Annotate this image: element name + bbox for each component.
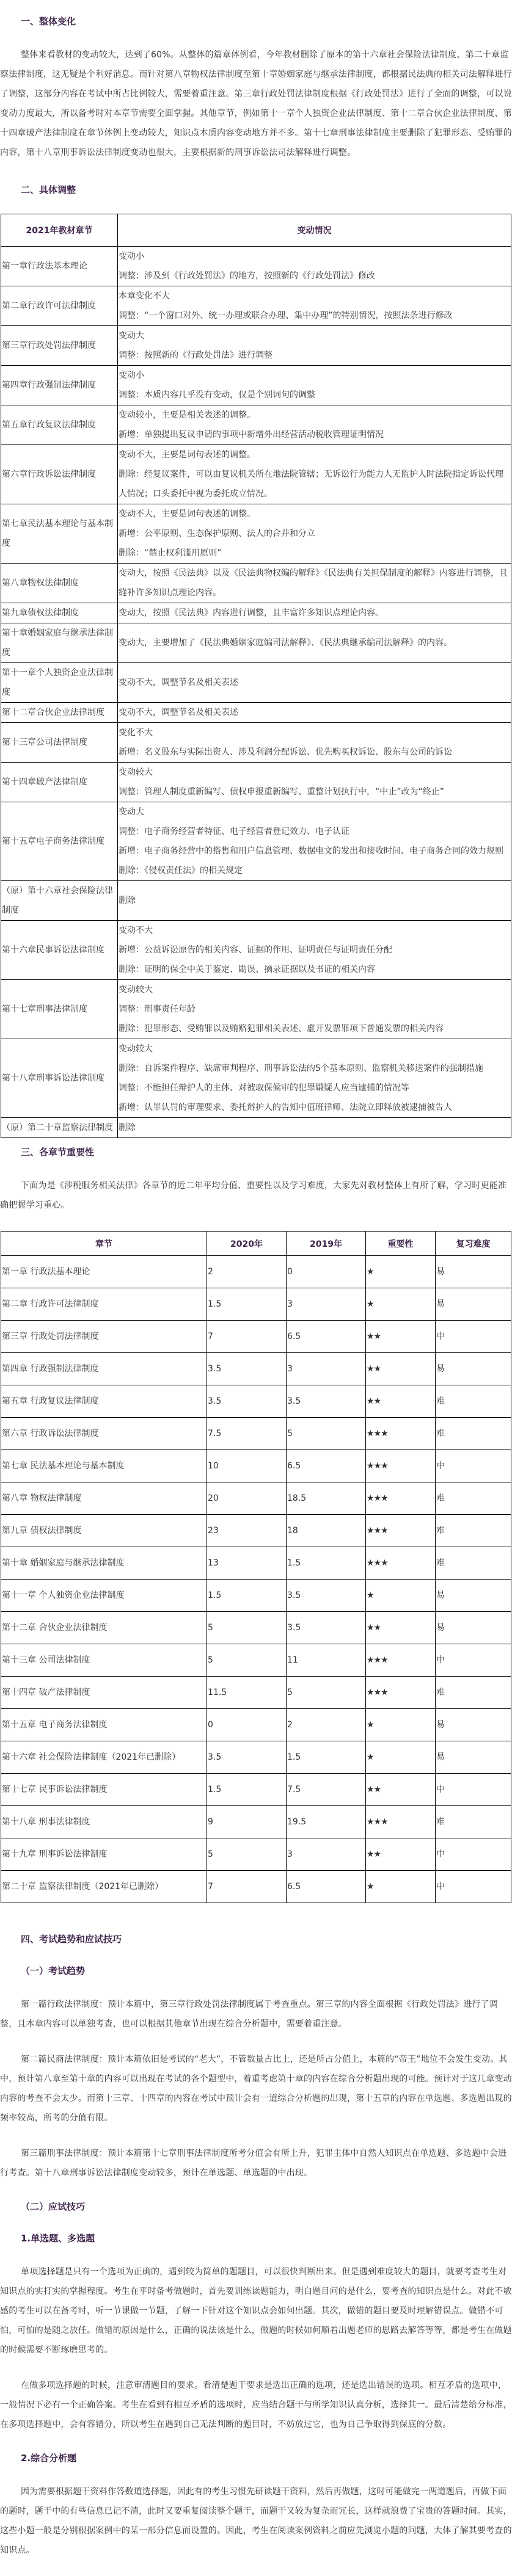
change-line: 变动不大，调整节名及相关表述 bbox=[119, 708, 238, 717]
table-header-row bbox=[1, 1232, 511, 1256]
chapter-cell: 第十四章 破产法律制度 bbox=[1, 1677, 207, 1709]
chapter-cell: 第十八章 刑事法律制度 bbox=[1, 1806, 207, 1838]
change-description-cell bbox=[118, 763, 511, 802]
table-row bbox=[1, 1580, 511, 1612]
trend-paragraph-administrative: 第一篇行政法律制度：预计本篇中，第三章行政处罚法律制度属于考查重点。第三章的内容全面根据《行政处罚法》进行了调整，且本章内容可以单独考查，也可以根据其他章节出现在综合分析题中，需要着重注意。 bbox=[0, 2000, 498, 2029]
table-row bbox=[1, 1871, 511, 1903]
change-description-cell bbox=[118, 921, 511, 980]
subheading-exam-skills: （二）应试技巧 bbox=[21, 2201, 86, 2212]
importance-stars-cell bbox=[366, 1871, 436, 1903]
star-rating-icon: ★★★ bbox=[367, 1429, 388, 1439]
importance-stars-cell bbox=[366, 1288, 436, 1321]
chapter-cell: 第十七章刑事法律制度 bbox=[1, 980, 118, 1039]
difficulty-cell: 难 bbox=[436, 1385, 511, 1418]
table-row bbox=[1, 405, 511, 445]
score-2020-cell: 7 bbox=[207, 1321, 287, 1353]
change-line: 变动不大，调整节名及相关表述 bbox=[119, 678, 238, 688]
chapter-cell: 第八章物权法律制度 bbox=[1, 564, 118, 603]
score-2019-cell: 3.5 bbox=[287, 1580, 366, 1612]
chapter-cell: 第十五章电子商务法律制度 bbox=[1, 802, 118, 881]
score-2019-cell: 3 bbox=[287, 1353, 366, 1385]
score-2020-cell: 5 bbox=[207, 1644, 287, 1677]
change-line: 变化不大 bbox=[119, 728, 153, 738]
star-rating-icon: ★★★ bbox=[367, 1655, 388, 1665]
star-rating-icon: ★★ bbox=[367, 1623, 381, 1633]
table-row bbox=[1, 980, 511, 1039]
importance-stars-cell bbox=[366, 1612, 436, 1644]
table-row bbox=[1, 1547, 511, 1580]
importance-stars-cell bbox=[366, 1515, 436, 1547]
table-row bbox=[1, 564, 511, 603]
score-2019-cell: 2 bbox=[287, 1709, 366, 1741]
score-2019-cell: 6.5 bbox=[287, 1321, 366, 1353]
score-2019-cell: 11 bbox=[287, 1644, 366, 1677]
change-description-cell bbox=[118, 1118, 511, 1138]
score-2020-cell: 3.5 bbox=[207, 1353, 287, 1385]
column-header-2019: 2019年 bbox=[287, 1232, 366, 1256]
score-2019-cell: 18.5 bbox=[287, 1482, 366, 1515]
change-description-cell bbox=[118, 802, 511, 881]
star-rating-icon: ★★★ bbox=[367, 1688, 388, 1697]
change-line: 变动不大，主要是词句表述的调整。 bbox=[119, 450, 255, 460]
difficulty-cell: 易 bbox=[436, 1612, 511, 1644]
chapter-cell: 第一章行政法基本理论 bbox=[1, 247, 118, 286]
chapter-cell: 第七章民法基本理论与基本制度 bbox=[1, 504, 118, 564]
table-row bbox=[1, 881, 511, 921]
chapter-cell: 第六章行政诉讼法律制度 bbox=[1, 445, 118, 504]
difficulty-cell: 难 bbox=[436, 1677, 511, 1709]
score-2019-cell: 0 bbox=[287, 1256, 366, 1288]
change-line: 调整：本质内容几乎没有变动，仅是个别词句的调整 bbox=[119, 390, 315, 400]
table-row bbox=[1, 703, 511, 723]
change-line: 变动大 bbox=[119, 807, 144, 817]
change-line: 新增：公益诉讼原告的相关内容、证据的作用、证明责任与证明责任分配 bbox=[119, 945, 392, 955]
table-row bbox=[1, 921, 511, 980]
chapter-cell: 第十二章合伙企业法律制度 bbox=[1, 703, 118, 723]
score-2020-cell: 11.5 bbox=[207, 1677, 287, 1709]
score-2019-cell: 3.5 bbox=[287, 1385, 366, 1418]
score-2019-cell: 6.5 bbox=[287, 1871, 366, 1903]
table-row bbox=[1, 286, 511, 326]
column-header-chapter: 章节 bbox=[1, 1232, 207, 1256]
change-line: 本章变化不大 bbox=[119, 291, 170, 301]
change-line: 删除：犯罪形态、受贿罪以及贿赂犯罪相关表述、虚开发票罪项下普通发票的相关内容 bbox=[119, 1024, 444, 1034]
star-rating-icon: ★★ bbox=[367, 1396, 381, 1406]
table-row bbox=[1, 366, 511, 405]
chapter-cell: 第九章 债权法律制度 bbox=[1, 1515, 207, 1547]
chapter-cell: 第十三章公司法律制度 bbox=[1, 723, 118, 763]
star-rating-icon: ★★★ bbox=[367, 1493, 388, 1503]
star-rating-icon: ★ bbox=[367, 1299, 374, 1309]
importance-stars-cell bbox=[366, 1644, 436, 1677]
star-rating-icon: ★★★ bbox=[367, 1817, 388, 1827]
importance-stars-cell bbox=[366, 1774, 436, 1806]
chapter-cell: 第一章 行政法基本理论 bbox=[1, 1256, 207, 1288]
chapter-cell: 第十三章 公司法律制度 bbox=[1, 1644, 207, 1677]
table-row bbox=[1, 723, 511, 763]
table-row bbox=[1, 504, 511, 564]
star-rating-icon: ★★ bbox=[367, 1364, 381, 1374]
score-2019-cell: 19.5 bbox=[287, 1806, 366, 1838]
score-2020-cell: 1.5 bbox=[207, 1580, 287, 1612]
change-line: 调整：按照新的《行政处罚法》进行调整 bbox=[119, 350, 272, 360]
chapter-cell: （原）第十六章社会保险法律制度 bbox=[1, 881, 118, 921]
change-line: 新增：电子商务经营中的搭售和用户信息管理、数据电文的发出和接收时间、电子商务合同的效力规则 bbox=[119, 846, 503, 856]
star-rating-icon: ★★ bbox=[367, 1785, 381, 1794]
score-2019-cell: 3 bbox=[287, 1288, 366, 1321]
change-description-cell bbox=[118, 366, 511, 405]
change-line: 调整：涉及到《行政处罚法》的地方，按照新的《行政处罚法》修改 bbox=[119, 271, 375, 281]
table-row bbox=[1, 1353, 511, 1385]
importance-stars-cell bbox=[366, 1482, 436, 1515]
chapter-cell: 第四章行政强制法律制度 bbox=[1, 366, 118, 405]
adjustments-table-body bbox=[1, 247, 511, 1138]
chapter-cell: 第十章 婚姻家庭与继承法律制度 bbox=[1, 1547, 207, 1580]
tips-paragraph-single-choice: 单项选择题是只有一个选项为正确的，遇到较为简单的题题目，可以很快判断出来。但是遇到难度较大的题目，就要考查考生对知识点的实打实的掌握程度。考生在平时备考做题时，首先要训练读题能力，明白题目问的是什么，要考查的知识点是什么。对此不敏感的考生可以在备考时，听一节课做一节题，了解一下针对这个知识点会如何出题。其次，做错的题目要及时理解错误点。做错不可怕，可怕的是随之放任。做错的原因是什么，正确的说法该是什么，做题的时候如何顺着出题老师的思路去解答等等，都是考生在做题的时候需要不断琢磨思考的。 bbox=[0, 2267, 512, 2355]
section-heading-exam-trends-and-tips: 四、考试趋势和应试技巧 bbox=[21, 1934, 122, 1945]
importance-stars-cell bbox=[366, 1580, 436, 1612]
difficulty-cell: 中 bbox=[436, 1838, 511, 1871]
score-2020-cell: 5 bbox=[207, 1838, 287, 1871]
star-rating-icon: ★★★ bbox=[367, 1558, 388, 1568]
subheading-single-multi-choice: 1.单选题、多选题 bbox=[21, 2233, 95, 2244]
chapter-cell: 第九章债权法律制度 bbox=[1, 603, 118, 623]
score-2020-cell: 7.5 bbox=[207, 1418, 287, 1450]
table-row bbox=[1, 663, 511, 703]
difficulty-cell: 易 bbox=[436, 1256, 511, 1288]
chapter-cell: 第十二章 合伙企业法律制度 bbox=[1, 1612, 207, 1644]
score-2020-cell: 9 bbox=[207, 1806, 287, 1838]
score-2019-cell: 3.5 bbox=[287, 1612, 366, 1644]
change-description-cell bbox=[118, 326, 511, 366]
change-line: 删除：《侵权责任法》的相关规定 bbox=[119, 866, 243, 876]
importance-stars-cell bbox=[366, 1709, 436, 1741]
column-header-2020: 2020年 bbox=[207, 1232, 287, 1256]
importance-intro-paragraph: 下面为是《涉税服务相关法律》各章节的近二年平均分值、重要性以及学习难度，大家先对教材整体上有所了解，学习时更能准确把握学习重心。 bbox=[0, 1181, 507, 1210]
table-row bbox=[1, 1612, 511, 1644]
subheading-exam-trends: （一）考试趋势 bbox=[21, 1965, 86, 1976]
table-row bbox=[1, 326, 511, 366]
star-rating-icon: ★ bbox=[367, 1720, 374, 1730]
change-description-cell bbox=[118, 663, 511, 703]
change-description-cell bbox=[118, 723, 511, 763]
chapter-cell: 第二十章 监察法律制度（2021年已删除） bbox=[1, 1871, 207, 1903]
change-line: 删除：经复议案件，可以由复议机关所在地法院管辖；无诉讼行为能力人无监护人时法院指定诉讼代理人情况；口头委托中视为委托成立情况。 bbox=[119, 470, 503, 499]
importance-stars-cell bbox=[366, 1256, 436, 1288]
change-line: 删除：自诉案件程序、缺席审判程序、刑事诉讼法的5个基本原则、监察机关移送案件的强制措施 bbox=[119, 1064, 483, 1073]
difficulty-cell: 中 bbox=[436, 1871, 511, 1903]
score-2020-cell: 5 bbox=[207, 1612, 287, 1644]
chapter-cell: （原）第二十章监察法律制度 bbox=[1, 1118, 118, 1138]
star-rating-icon: ★ bbox=[367, 1591, 374, 1600]
change-description-cell bbox=[118, 881, 511, 921]
column-header-changes: 变动情况 bbox=[118, 214, 511, 247]
difficulty-cell: 难 bbox=[436, 1418, 511, 1450]
importance-stars-cell bbox=[366, 1385, 436, 1418]
change-line: 变动大 bbox=[119, 331, 144, 341]
score-2020-cell: 3.5 bbox=[207, 1741, 287, 1774]
chapter-cell: 第四章 行政强制法律制度 bbox=[1, 1353, 207, 1385]
difficulty-cell: 易 bbox=[436, 1580, 511, 1612]
change-line: 调整：电子商务经营者特征、电子经营者登记效力、电子认证 bbox=[119, 827, 349, 836]
table-row bbox=[1, 1256, 511, 1288]
importance-stars-cell bbox=[366, 1547, 436, 1580]
score-2019-cell: 7.5 bbox=[287, 1774, 366, 1806]
change-line: 变动不大 bbox=[119, 926, 153, 935]
importance-stars-cell bbox=[366, 1806, 436, 1838]
table-row bbox=[1, 247, 511, 286]
score-2020-cell: 3.5 bbox=[207, 1385, 287, 1418]
table-row bbox=[1, 1418, 511, 1450]
chapter-cell: 第十六章民事诉讼法律制度 bbox=[1, 921, 118, 980]
change-description-cell bbox=[118, 703, 511, 723]
change-line: 变动较大 bbox=[119, 985, 153, 995]
table-row bbox=[1, 1450, 511, 1482]
chapter-cell: 第十一章 个人独资企业法律制度 bbox=[1, 1580, 207, 1612]
importance-stars-cell bbox=[366, 1418, 436, 1450]
importance-stars-cell bbox=[366, 1450, 436, 1482]
change-description-cell bbox=[118, 1039, 511, 1118]
change-line: 变动小 bbox=[119, 371, 144, 380]
score-2020-cell: 23 bbox=[207, 1515, 287, 1547]
change-line: 变动较大 bbox=[119, 767, 153, 777]
table-row bbox=[1, 1482, 511, 1515]
score-2019-cell: 6.5 bbox=[287, 1450, 366, 1482]
table-row bbox=[1, 603, 511, 623]
change-line: 变动大，按照《民法典》内容进行调整，且丰富许多知识点理论内容。 bbox=[119, 608, 384, 618]
table-row bbox=[1, 1321, 511, 1353]
table-row bbox=[1, 1774, 511, 1806]
difficulty-cell: 易 bbox=[436, 1709, 511, 1741]
score-2020-cell: 20 bbox=[207, 1482, 287, 1515]
star-rating-icon: ★ bbox=[367, 1752, 374, 1762]
trend-paragraph-criminal: 第三篇刑事法律制度：预计本篇第十七章刑事法律制度所考分值会有所上升，犯罪主体中自然人知识点在单选题、多选题中会进行考查。第十八章刑事诉讼法律制度变动较多，预计在单选题、单选题的中出现。 bbox=[0, 2149, 507, 2178]
adjustments-table bbox=[1, 214, 511, 1138]
table-row bbox=[1, 1677, 511, 1709]
difficulty-cell: 易 bbox=[436, 1741, 511, 1774]
chapter-cell: 第六章 行政诉讼法律制度 bbox=[1, 1418, 207, 1450]
section-heading-overall-change: 一、整体变化 bbox=[21, 16, 76, 27]
column-header-chapter: 2021年教材章节 bbox=[1, 214, 118, 247]
change-line: 调整：“一个窗口对外、统一办理或联合办理、集中办理”的特别情况，按照法条进行修改 bbox=[119, 311, 453, 321]
table-row bbox=[1, 802, 511, 881]
table-row bbox=[1, 1515, 511, 1547]
change-line: 删除：证明的保全中关于鉴定、勘误、摘录证据以及书证的相关内容 bbox=[119, 965, 375, 974]
change-description-cell bbox=[118, 286, 511, 326]
table-row bbox=[1, 1288, 511, 1321]
table-row bbox=[1, 1806, 511, 1838]
score-2019-cell: 1.5 bbox=[287, 1741, 366, 1774]
table-row bbox=[1, 1118, 511, 1138]
chapter-cell: 第三章 行政处罚法律制度 bbox=[1, 1321, 207, 1353]
chapter-cell: 第三章行政处罚法律制度 bbox=[1, 326, 118, 366]
change-line: 新增：认罪认罚的审理要求、委托辩护人的告知中值班律师、法院立即释放被逮捕被告人 bbox=[119, 1103, 452, 1112]
importance-stars-cell bbox=[366, 1353, 436, 1385]
chapter-cell: 第十八章刑事诉讼法律制度 bbox=[1, 1039, 118, 1118]
score-2020-cell: 1.5 bbox=[207, 1774, 287, 1806]
change-description-cell bbox=[118, 564, 511, 603]
score-2020-cell: 1.5 bbox=[207, 1288, 287, 1321]
difficulty-cell: 中 bbox=[436, 1321, 511, 1353]
change-line: 删除 bbox=[119, 896, 136, 905]
change-line: 新增：公平原则、生态保护原则、法人的合并和分立 bbox=[119, 529, 315, 539]
change-description-cell bbox=[118, 504, 511, 564]
difficulty-cell: 难 bbox=[436, 1547, 511, 1580]
change-line: 调整：刑事责任年龄 bbox=[119, 1004, 196, 1014]
chapter-cell: 第五章行政复议法律制度 bbox=[1, 405, 118, 445]
importance-table bbox=[1, 1231, 511, 1903]
change-line: 变动小 bbox=[119, 252, 144, 261]
star-rating-icon: ★ bbox=[367, 1267, 374, 1277]
importance-stars-cell bbox=[366, 1741, 436, 1774]
table-header-row bbox=[1, 214, 511, 247]
score-2020-cell: 2 bbox=[207, 1256, 287, 1288]
star-rating-icon: ★ bbox=[367, 1882, 374, 1892]
chapter-cell: 第十四章破产法律制度 bbox=[1, 763, 118, 802]
change-line: 调整：不能担任辩护人的主体、对被取保候审的犯罪嫌疑人应当逮捕的情况等 bbox=[119, 1083, 409, 1093]
difficulty-cell: 难 bbox=[436, 1806, 511, 1838]
score-2020-cell: 0 bbox=[207, 1709, 287, 1741]
trend-paragraph-civil-commercial: 第二篇民商法律制度：预计本篇依旧是考试的“老大”，不管数量占比上，还是所占分值上，本篇的“帝王”地位不会发生变动。其中，预计第八章至第十章的内容可以出现在考试的各个题型中，着重考虑第十章的内容在综合分析题出现的可能。预计对于这几章变动内容的考查不会太少。而第十三章、十四章的内容在考试中预计会有一道综合分析题的出现，第十五章的内容在单选题、多选题出现的频率较高，所考的分值有限。 bbox=[0, 2055, 512, 2123]
table-row bbox=[1, 1039, 511, 1118]
subheading-comprehensive-analysis: 2.综合分析题 bbox=[21, 2453, 77, 2464]
difficulty-cell: 中 bbox=[436, 1644, 511, 1677]
table-row bbox=[1, 1709, 511, 1741]
section-heading-specific-adjustments: 二、具体调整 bbox=[21, 184, 76, 195]
tips-paragraph-comprehensive: 因为需要根据题干资料作答数道选择题，因此有的考生习惯先研读题干资料，然后再做题，这时可能做完一两道题后，再做下面的题时，题干中的有些信息已记不清，此时又要重复阅读整个题干，而题干又较为复杂而冗长，这样就浪费了宝贵的答题时间。其实，这些小题一般是分别根据案例中的某一部分信息而设置的。因此，考生在阅读案例资料之前应先浏览小题的问题，大体了解其要考查的知识点。 bbox=[0, 2487, 512, 2555]
chapter-cell: 第十六章 社会保险法律制度（2021年已删除） bbox=[1, 1741, 207, 1774]
table-row bbox=[1, 763, 511, 802]
table-row bbox=[1, 1385, 511, 1418]
tips-paragraph-multi-choice: 在做多项选择题的时候，注意审清题目的要求。看清楚题干要求是选出正确的选项，还是选出错误的选项。相互矛盾的选项中，一般情况下必有一个正确答案。考生在看到有相互矛盾的选项时，应当结合题干与所学知识认真分析，选择其一。最后清楚给分标准，在多项选择题中，会有容错分，所以考生在遇到自己无法判断的题目时，不妨放过它，也为自己争取得到保底的分数。 bbox=[0, 2381, 512, 2429]
difficulty-cell: 易 bbox=[436, 1288, 511, 1321]
change-line: 删除：“禁止权利滥用原则” bbox=[119, 548, 222, 558]
difficulty-cell: 中 bbox=[436, 1450, 511, 1482]
star-rating-icon: ★★★ bbox=[367, 1461, 388, 1471]
difficulty-cell: 易 bbox=[436, 1353, 511, 1385]
table-row bbox=[1, 623, 511, 663]
difficulty-cell: 难 bbox=[436, 1482, 511, 1515]
difficulty-cell: 中 bbox=[436, 1774, 511, 1806]
table-row bbox=[1, 445, 511, 504]
table-row bbox=[1, 1741, 511, 1774]
chapter-cell: 第十九章 刑事诉讼法律制度 bbox=[1, 1838, 207, 1871]
chapter-cell: 第八章 物权法律制度 bbox=[1, 1482, 207, 1515]
chapter-cell: 第二章行政许可法律制度 bbox=[1, 286, 118, 326]
column-header-difficulty: 复习难度 bbox=[436, 1232, 511, 1256]
score-2019-cell: 5 bbox=[287, 1418, 366, 1450]
chapter-cell: 第五章 行政复议法律制度 bbox=[1, 1385, 207, 1418]
change-description-cell bbox=[118, 980, 511, 1039]
chapter-cell: 第十一章个人独资企业法律制度 bbox=[1, 663, 118, 703]
score-2020-cell: 13 bbox=[207, 1547, 287, 1580]
star-rating-icon: ★★ bbox=[367, 1849, 381, 1859]
chapter-cell: 第十七章 民事诉讼法律制度 bbox=[1, 1774, 207, 1806]
change-line: 调整：管理人制度重新编写、债权申报重新编写、重整计划执行中，“中止”改为“终止” bbox=[119, 787, 445, 797]
score-2020-cell: 7 bbox=[207, 1871, 287, 1903]
star-rating-icon: ★★★ bbox=[367, 1526, 388, 1536]
table-row bbox=[1, 1838, 511, 1871]
star-rating-icon: ★★ bbox=[367, 1332, 381, 1341]
change-line: 变动较小，主要是相关表述的调整。 bbox=[119, 410, 255, 420]
importance-stars-cell bbox=[366, 1838, 436, 1871]
score-2020-cell: 10 bbox=[207, 1450, 287, 1482]
score-2019-cell: 5 bbox=[287, 1677, 366, 1709]
chapter-cell: 第七章 民法基本理论与基本制度 bbox=[1, 1450, 207, 1482]
importance-table-body bbox=[1, 1256, 511, 1903]
change-description-cell bbox=[118, 603, 511, 623]
importance-stars-cell bbox=[366, 1321, 436, 1353]
chapter-cell: 第二章 行政许可法律制度 bbox=[1, 1288, 207, 1321]
score-2019-cell: 1.5 bbox=[287, 1547, 366, 1580]
change-description-cell bbox=[118, 623, 511, 663]
score-2019-cell: 18 bbox=[287, 1515, 366, 1547]
section-heading-chapter-importance: 三、各章节重要性 bbox=[21, 1147, 95, 1158]
change-line: 变动不大，主要是词句表述的调整。 bbox=[119, 509, 255, 519]
column-header-importance: 重要性 bbox=[366, 1232, 436, 1256]
chapter-cell: 第十五章 电子商务法律制度 bbox=[1, 1709, 207, 1741]
difficulty-cell: 难 bbox=[436, 1515, 511, 1547]
change-line: 变动大，按照《民法典》以及《民法典物权编的解释》《民法典有关担保制度的解释》内容进行调整，且缝补许多知识点理论内容。 bbox=[119, 568, 508, 598]
importance-stars-cell bbox=[366, 1677, 436, 1709]
score-2019-cell: 3 bbox=[287, 1838, 366, 1871]
change-line: 变动大，主要增加了《民法典婚姻家庭编司法解释》、《民法典继承编司法解释》的内容。 bbox=[119, 638, 452, 648]
change-description-cell bbox=[118, 445, 511, 504]
change-line: 新增：单独提出复议申请的事项中新增外出经营活动税收管理证明情况 bbox=[119, 430, 384, 440]
overall-change-paragraph: 整体来看教材的变动较大，达到了60%。从整体的篇章体例看，今年教材删除了原本的第十六章社会保险法律制度、第二十章监察法律制度，这无疑是个利好消息。而针对第八章物权法律制度至第十章婚姻家庭与继承法律制度，都根据民法典的相关司法解释进行了调整，这部分内容在考试中所占比例较大，需要着重注意。第三章行政处罚法律制度根据《行政处罚法》进行了全面的调整，可以说变动力度最大，所以备考时对本章节需要全面掌握。其他章节，例如第十一章个人独资企业法律制度、第十二章合伙企业法律制度、第十四章破产法律制度在章节体例上变动较大，知识点本质内容变动地方并不多。第十七章刑事法律制度主要删除了犯罪形态、受贿罪的内容，第十八章刑事诉讼法律制度变动也很大，主要根据新的刑事诉讼法司法解释进行调整。 bbox=[0, 50, 512, 158]
change-line: 新增：名义股东与实际出资人、涉及利润分配诉讼、优先购买权诉讼、股东与公司的诉讼 bbox=[119, 747, 452, 757]
change-description-cell bbox=[118, 247, 511, 286]
change-line: 删除 bbox=[119, 1123, 136, 1133]
change-description-cell bbox=[118, 405, 511, 445]
chapter-cell: 第十章婚姻家庭与继承法律制度 bbox=[1, 623, 118, 663]
table-row bbox=[1, 1644, 511, 1677]
change-line: 变动较大 bbox=[119, 1044, 153, 1054]
